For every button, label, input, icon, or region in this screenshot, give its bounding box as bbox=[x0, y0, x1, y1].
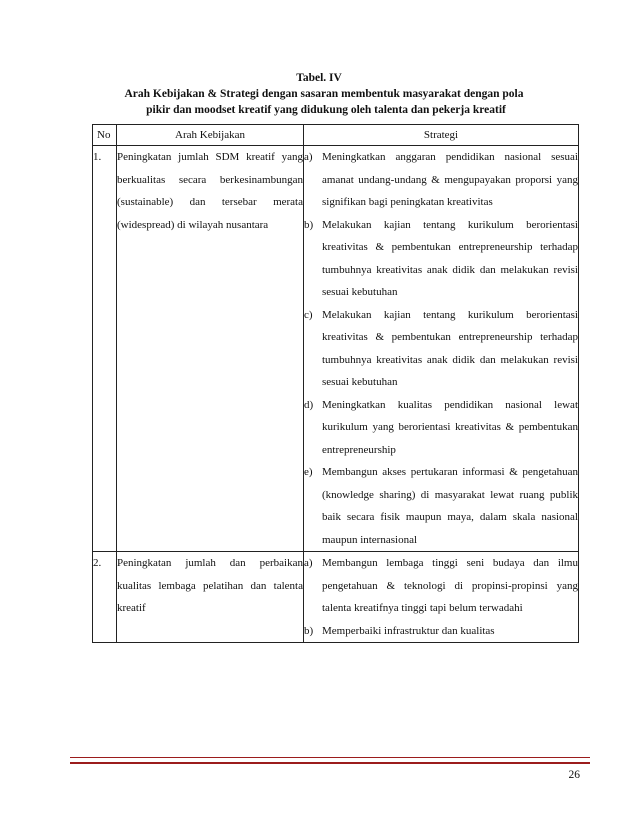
row-number: 1. bbox=[93, 146, 117, 552]
strategi-item bbox=[304, 304, 578, 394]
item-text: Memperbaiki infrastruktur dan kualitas bbox=[322, 624, 495, 637]
item-marker: c) bbox=[304, 308, 313, 321]
item-text: Melakukan kajian tentang kurikulum berorientasi kreativitas & pembentukan entrepreneurship terhadap tumbuhnya kreativitas anak didik dan melakukan revisi sesuai kebutuhan bbox=[322, 308, 578, 388]
strategi-item bbox=[304, 620, 578, 643]
table-header-row bbox=[93, 125, 579, 146]
table-row bbox=[93, 552, 579, 643]
item-marker: b) bbox=[304, 218, 314, 231]
strategi-item bbox=[304, 146, 578, 214]
row-number: 2. bbox=[93, 552, 117, 643]
strategi-item bbox=[304, 461, 578, 551]
item-text: Membangun akses pertukaran informasi & pengetahuan (knowledge sharing) di masyarakat lewat ruang publik baik secara fisik maupun maya, dalam skala nasional maupun internasional bbox=[322, 466, 578, 546]
item-marker: d) bbox=[304, 398, 314, 411]
strategi-item bbox=[304, 394, 578, 462]
caption-line-3: pikir dan moodset kreatif yang didukung oleh talenta dan pekerja kreatif bbox=[146, 104, 506, 116]
item-marker: b) bbox=[304, 624, 314, 637]
header-no: No bbox=[93, 125, 117, 146]
table-row bbox=[93, 146, 579, 552]
header-arah-kebijakan: Arah Kebijakan bbox=[117, 125, 304, 146]
header-strategi: Strategi bbox=[304, 125, 579, 146]
arah-kebijakan-cell bbox=[117, 146, 304, 552]
item-text: Melakukan kajian tentang kurikulum berorientasi kreativitas & pembentukan entrepreneurship terhadap tumbuhnya kreativitas anak didik dan melakukan revisi sesuai kebutuhan bbox=[322, 218, 578, 298]
item-text: Meningkatkan kualitas pendidikan nasional lewat kurikulum yang berorientasi kreativitas & pembentukan entrepreneurship bbox=[322, 398, 578, 456]
strategi-cell bbox=[304, 146, 579, 552]
strategi-item bbox=[304, 214, 578, 304]
footer-rule bbox=[70, 757, 590, 764]
item-marker: a) bbox=[304, 151, 313, 163]
arah-kebijakan-text: Peningkatan jumlah SDM kreatif yang berkualitas secara berkesinambungan (sustainable) dan tersebar merata (widespread) di wilayah nusantara bbox=[117, 151, 303, 231]
arah-kebijakan-text: Peningkatan jumlah dan perbaikan kualitas lembaga pelatihan dan talenta kreatif bbox=[117, 557, 303, 614]
strategi-cell bbox=[304, 552, 579, 643]
table-caption bbox=[0, 70, 638, 118]
arah-kebijakan-cell bbox=[117, 552, 304, 643]
item-text: Membangun lembaga tinggi seni budaya dan ilmu pengetahuan & teknologi di propinsi-propinsi yang talenta kreatifnya tinggi tapi belum terwadahi bbox=[322, 557, 578, 614]
strategi-list bbox=[304, 146, 578, 551]
strategi-item bbox=[304, 552, 578, 620]
item-marker: e) bbox=[304, 466, 313, 478]
page-number: 26 bbox=[568, 769, 580, 781]
caption-title: Tabel. IV bbox=[296, 72, 342, 84]
policy-strategy-table bbox=[92, 124, 579, 643]
caption-line-2: Arah Kebijakan & Strategi dengan sasaran membentuk masyarakat dengan pola bbox=[124, 88, 524, 100]
item-text: Meningkatkan anggaran pendidikan nasional sesuai amanat undang-undang & mengupayakan proporsi yang signifikan bagi peningkatan kreativitas bbox=[322, 151, 578, 208]
strategi-list bbox=[304, 552, 578, 642]
item-marker: a) bbox=[304, 557, 313, 569]
